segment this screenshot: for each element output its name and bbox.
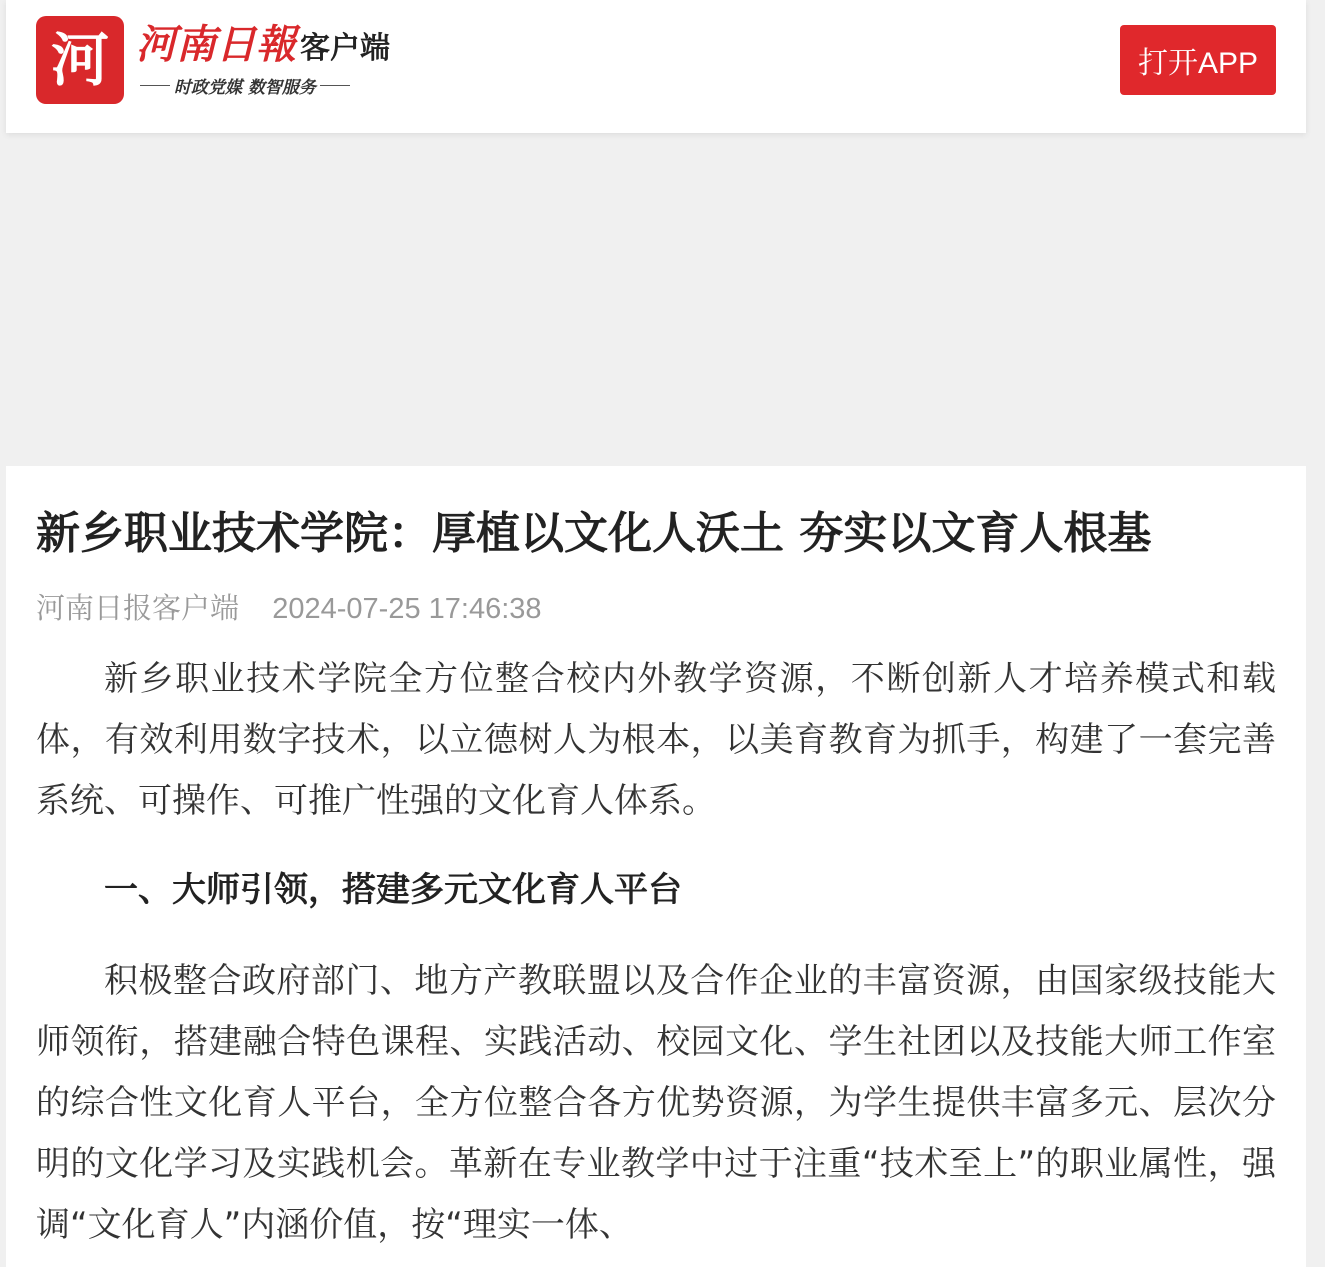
slogan-text: 时政党媒 数智服务 [174,77,316,98]
article-paragraph-1: 新乡职业技术学院全方位整合校内外教学资源，不断创新人才培养模式和载体，有效利用数字技术，以立德树人为根本，以美育教育为抓手，构建了一套完善系统、可操作、可推广性强的文化育人体系。 [36,659,1276,821]
slogan-divider-right [320,85,350,86]
article-subheading: 一、大师引领，搭建多元文化育人平台 [104,870,682,910]
slogan-divider-left [140,85,170,86]
logo-mark-icon: 河 [36,16,124,104]
article-datetime: 2024-07-25 17:46:38 [272,593,542,625]
logo-slogan [136,73,390,98]
article-meta [36,588,1276,629]
article-source: 河南日报客户端 [36,591,240,625]
top-header [6,0,1306,133]
logo-suffix: 客户端 [300,30,390,66]
article-title: 新乡职业技术学院：厚植以文化人沃土 夯实以文育人根基 [36,508,1152,559]
henan-daily-logo[interactable] [36,16,390,104]
open-app-button[interactable]: 打开APP [1120,25,1276,95]
logo-text [136,16,390,104]
article-card [6,466,1306,1267]
logo-name-row [136,20,390,68]
article-paragraph-2: 积极整合政府部门、地方产教联盟以及合作企业的丰富资源，由国家级技能大师领衔，搭建融合特色课程、实践活动、校园文化、学生社团以及技能大师工作室的综合性文化育人平台，全方位整合各方优势资源，为学生提供丰富多元、层次分明的文化学习及实践机会。革新在专业教学中过于注重“技术至上”的职业属性，强调“文化育人”内涵价值，按“理实一体、 [36,961,1276,1245]
logo-name: 河南日報 [136,20,296,68]
article-body [6,504,1306,1256]
